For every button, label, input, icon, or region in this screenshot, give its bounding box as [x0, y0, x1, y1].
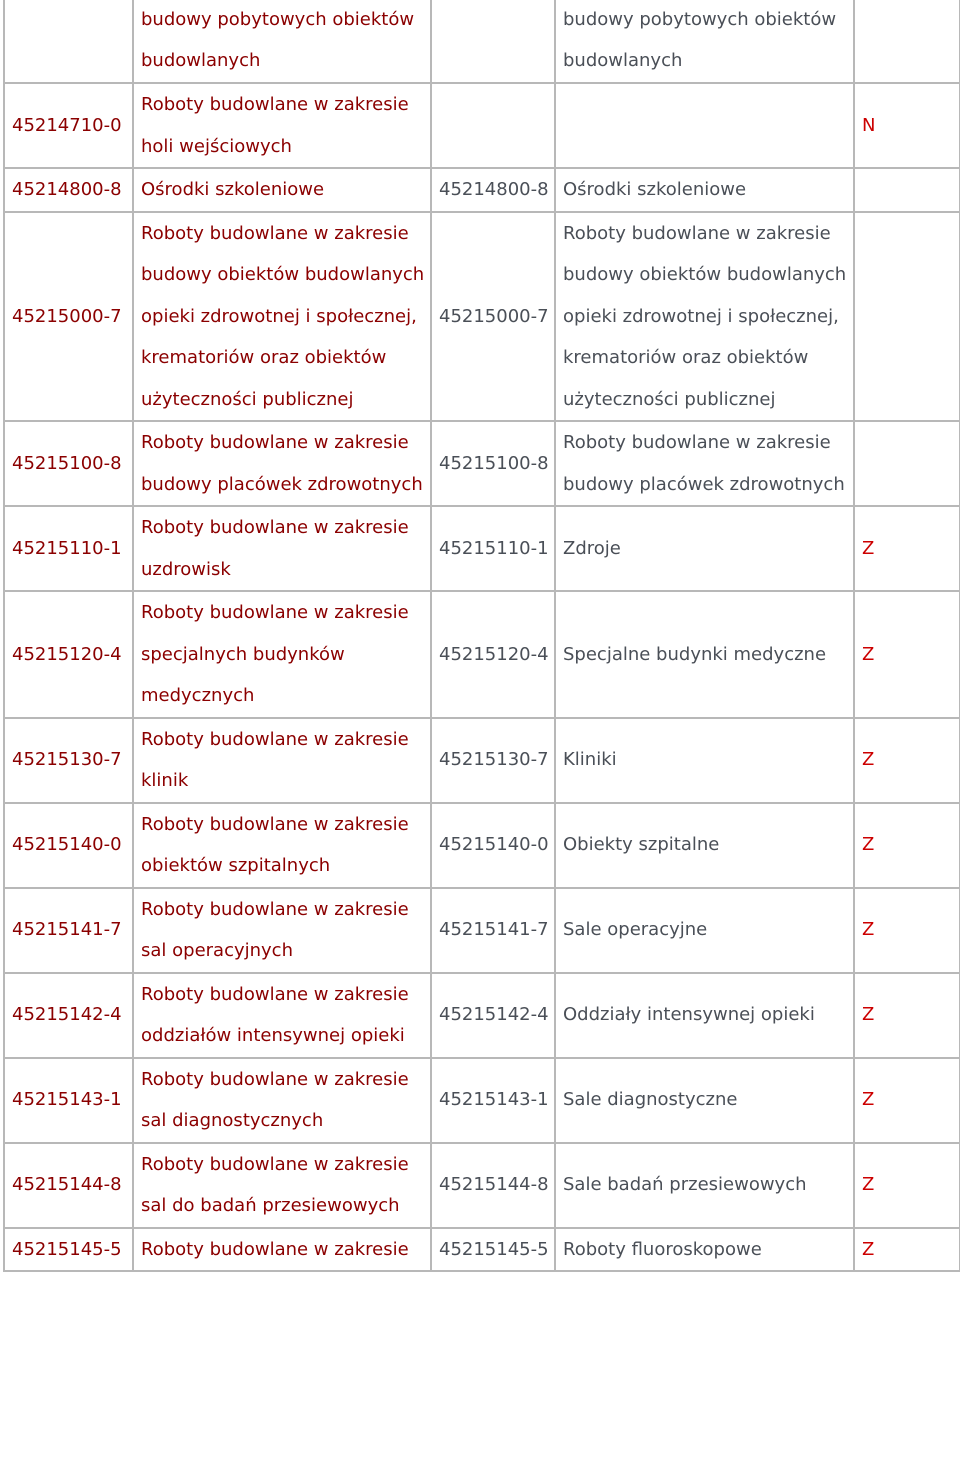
old-cpv-description-line: krematoriów oraz obiektów: [141, 347, 387, 368]
old-cpv-description-line: medycznych: [141, 685, 255, 706]
old-cpv-description-line: obiektów szpitalnych: [141, 855, 331, 876]
old-cpv-description-line: specjalnych budynków: [141, 643, 345, 665]
new-cpv-code: 45215140-0: [431, 803, 555, 888]
old-cpv-code: 45215130-7: [4, 718, 133, 803]
new-cpv-description-line: Obiekty szpitalne: [563, 834, 720, 856]
change-flag: Z: [854, 803, 960, 888]
table-row: [4, 1228, 960, 1272]
old-cpv-code: 45215143-1: [4, 1058, 133, 1143]
old-cpv-description-line: Ośrodki szkoleniowe: [141, 179, 325, 200]
new-cpv-description-line: Sale operacyjne: [563, 919, 708, 941]
old-cpv-description-line: klinik: [141, 770, 189, 791]
new-cpv-description-line: opieki zdrowotnej i społecznej,: [563, 305, 839, 327]
table-row: [4, 168, 960, 212]
new-cpv-code: 45215143-1: [431, 1058, 555, 1143]
new-cpv-code: 45215000-7: [431, 212, 555, 422]
change-flag: [854, 212, 960, 422]
new-cpv-description: [555, 212, 854, 422]
old-cpv-code: 45215144-8: [4, 1143, 133, 1228]
new-cpv-description-line: budowy placówek zdrowotnych: [563, 473, 845, 495]
new-cpv-description: [555, 1228, 854, 1272]
new-cpv-code: 45215110-1: [431, 506, 555, 591]
change-flag: Z: [854, 506, 960, 591]
old-cpv-description-line: Roboty budowlane w zakresie: [141, 222, 409, 244]
old-cpv-description-line: Roboty budowlane w zakresie: [141, 432, 409, 453]
table-row: [4, 421, 960, 506]
table-body: [4, 0, 960, 1271]
new-cpv-description-line: Roboty budowlane w zakresie: [563, 432, 831, 453]
old-cpv-description: [133, 591, 431, 718]
table-row: [4, 718, 960, 803]
new-cpv-code: [431, 0, 555, 83]
new-cpv-description: [555, 168, 854, 212]
table-row: [4, 83, 960, 168]
old-cpv-description-line: Roboty budowlane w zakresie: [141, 1153, 409, 1175]
new-cpv-description-line: Roboty budowlane w zakresie: [563, 222, 831, 244]
old-cpv-description: [133, 803, 431, 888]
new-cpv-description: [555, 591, 854, 718]
new-cpv-description-line: Sale badań przesiewowych: [563, 1174, 807, 1196]
change-flag: [854, 421, 960, 506]
new-cpv-description: [555, 83, 854, 168]
old-cpv-code: 45214800-8: [4, 168, 133, 212]
old-cpv-description-line: Roboty budowlane w zakresie: [141, 1238, 409, 1260]
new-cpv-code: 45215145-5: [431, 1228, 555, 1272]
new-cpv-description-line: krematoriów oraz obiektów: [563, 347, 809, 368]
old-cpv-description-line: sal operacyjnych: [141, 940, 293, 961]
old-cpv-description-line: Roboty budowlane w zakresie: [141, 1068, 409, 1090]
new-cpv-description: [555, 0, 854, 83]
new-cpv-code: 45215130-7: [431, 718, 555, 803]
new-cpv-code: 45214800-8: [431, 168, 555, 212]
table-row: [4, 1143, 960, 1228]
old-cpv-description: [133, 973, 431, 1058]
new-cpv-description: [555, 888, 854, 973]
old-cpv-code: 45215140-0: [4, 803, 133, 888]
new-cpv-description: [555, 1143, 854, 1228]
new-cpv-code: 45215120-4: [431, 591, 555, 718]
new-cpv-description-line: budowy pobytowych obiektów: [563, 8, 837, 30]
old-cpv-code: 45215145-5: [4, 1228, 133, 1272]
old-cpv-code: 45215100-8: [4, 421, 133, 506]
old-cpv-code: [4, 0, 133, 83]
old-cpv-description: [133, 0, 431, 83]
new-cpv-code: 45215100-8: [431, 421, 555, 506]
new-cpv-description-line: Kliniki: [563, 749, 617, 771]
new-cpv-description-line: Ośrodki szkoleniowe: [563, 179, 747, 200]
old-cpv-description-line: Roboty budowlane w zakresie: [141, 94, 409, 115]
old-cpv-description-line: Roboty budowlane w zakresie: [141, 813, 409, 835]
new-cpv-code: [431, 83, 555, 168]
old-cpv-description-line: uzdrowisk: [141, 558, 231, 580]
old-cpv-description-line: budowy placówek zdrowotnych: [141, 473, 423, 495]
new-cpv-description: [555, 973, 854, 1058]
new-cpv-description-line: Roboty fluoroskopowe: [563, 1238, 762, 1260]
table-row: [4, 888, 960, 973]
old-cpv-description-line: Roboty budowlane w zakresie: [141, 728, 409, 750]
new-cpv-code: 45215144-8: [431, 1143, 555, 1228]
new-cpv-description: [555, 803, 854, 888]
old-cpv-description: [133, 1143, 431, 1228]
old-cpv-description: [133, 212, 431, 422]
table-row: [4, 0, 960, 83]
old-cpv-description-line: użyteczności publicznej: [141, 388, 354, 410]
old-cpv-description-line: Roboty budowlane w zakresie: [141, 602, 409, 623]
old-cpv-description-line: oddziałów intensywnej opieki: [141, 1025, 405, 1046]
old-cpv-description-line: Roboty budowlane w zakresie: [141, 898, 409, 920]
old-cpv-description-line: Roboty budowlane w zakresie: [141, 983, 409, 1005]
old-cpv-description-line: sal do badań przesiewowych: [141, 1195, 400, 1216]
change-flag: [854, 0, 960, 83]
old-cpv-description: [133, 168, 431, 212]
table-row: [4, 591, 960, 718]
old-cpv-code: 45214710-0: [4, 83, 133, 168]
change-flag: Z: [854, 1228, 960, 1272]
change-flag: Z: [854, 888, 960, 973]
change-flag: [854, 168, 960, 212]
table-row: [4, 803, 960, 888]
new-cpv-code: 45215142-4: [431, 973, 555, 1058]
old-cpv-description: [133, 506, 431, 591]
change-flag: Z: [854, 1143, 960, 1228]
table-row: [4, 973, 960, 1058]
new-cpv-description-line: budowlanych: [563, 50, 683, 71]
new-cpv-description-line: użyteczności publicznej: [563, 388, 776, 410]
old-cpv-description-line: holi wejściowych: [141, 135, 292, 157]
old-cpv-description-line: Roboty budowlane w zakresie: [141, 517, 409, 538]
old-cpv-description: [133, 421, 431, 506]
new-cpv-description-line: budowy obiektów budowlanych: [563, 264, 847, 285]
old-cpv-code: 45215120-4: [4, 591, 133, 718]
old-cpv-description: [133, 83, 431, 168]
new-cpv-description: [555, 718, 854, 803]
old-cpv-description: [133, 1228, 431, 1272]
old-cpv-description-line: budowy obiektów budowlanych: [141, 264, 425, 285]
old-cpv-code: 45215110-1: [4, 506, 133, 591]
old-cpv-description: [133, 1058, 431, 1143]
old-cpv-description: [133, 718, 431, 803]
table-row: [4, 506, 960, 591]
new-cpv-description: [555, 506, 854, 591]
change-flag: Z: [854, 973, 960, 1058]
change-flag: Z: [854, 718, 960, 803]
old-cpv-description-line: opieki zdrowotnej i społecznej,: [141, 305, 417, 327]
new-cpv-description-line: Specjalne budynki medyczne: [563, 643, 827, 665]
old-cpv-description: [133, 888, 431, 973]
old-cpv-code: 45215000-7: [4, 212, 133, 422]
new-cpv-description-line: Oddziały intensywnej opieki: [563, 1004, 815, 1026]
table-row: [4, 1058, 960, 1143]
new-cpv-description-line: Zdroje: [563, 537, 621, 559]
cpv-correspondence-table: [3, 0, 960, 1272]
table-row: [4, 212, 960, 422]
old-cpv-description-line: sal diagnostycznych: [141, 1110, 324, 1131]
old-cpv-code: 45215141-7: [4, 888, 133, 973]
new-cpv-description: [555, 1058, 854, 1143]
change-flag: N: [854, 83, 960, 168]
change-flag: Z: [854, 591, 960, 718]
change-flag: Z: [854, 1058, 960, 1143]
old-cpv-description-line: budowy pobytowych obiektów: [141, 8, 415, 30]
old-cpv-code: 45215142-4: [4, 973, 133, 1058]
new-cpv-code: 45215141-7: [431, 888, 555, 973]
old-cpv-description-line: budowlanych: [141, 50, 261, 71]
new-cpv-description: [555, 421, 854, 506]
new-cpv-description-line: Sale diagnostyczne: [563, 1089, 738, 1111]
